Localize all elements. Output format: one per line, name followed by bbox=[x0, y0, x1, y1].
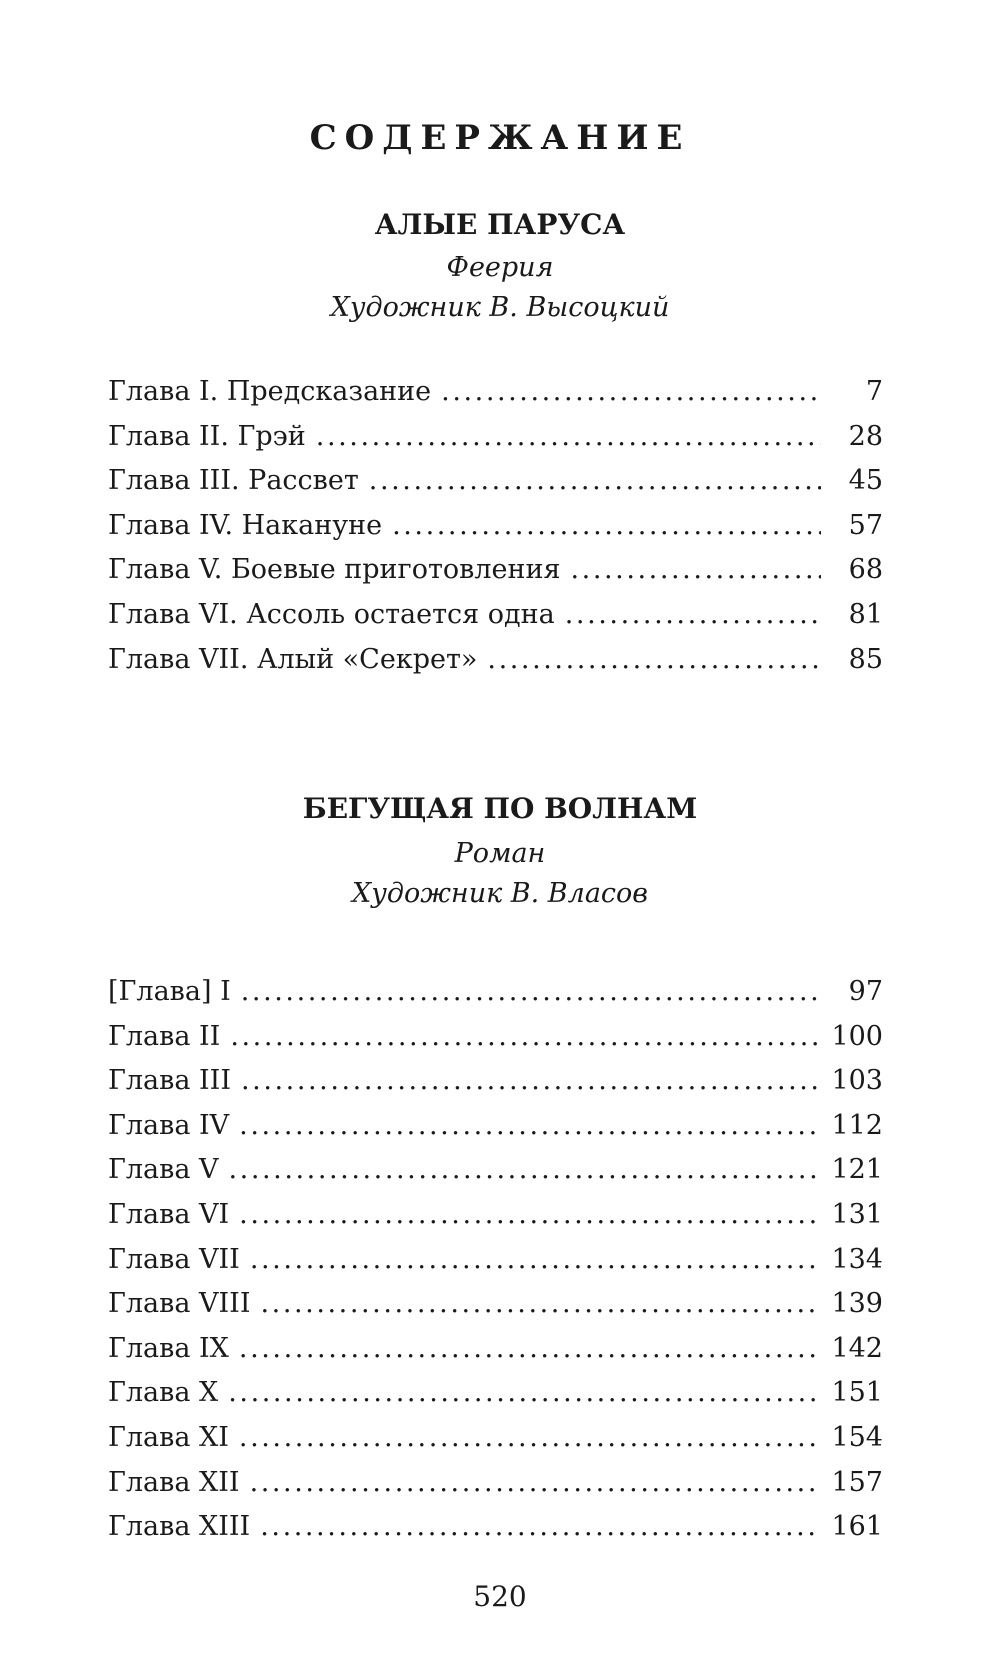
toc-entry-page: 154 bbox=[831, 1421, 883, 1453]
toc-entry-page: 157 bbox=[831, 1466, 883, 1498]
toc-entry-label: Глава V. Боевые приготовления bbox=[108, 554, 561, 586]
toc-entry-page: 142 bbox=[831, 1332, 883, 1364]
toc-entry-page: 57 bbox=[848, 509, 883, 541]
toc-entry[interactable] bbox=[108, 638, 883, 683]
toc-entry-label: Глава I. Предсказание bbox=[108, 376, 432, 407]
contents-heading: СОДЕРЖАНИЕ bbox=[309, 118, 691, 158]
toc-entry-label: Глава XI bbox=[108, 1421, 229, 1453]
toc-entry[interactable] bbox=[108, 1238, 883, 1283]
toc-entry[interactable] bbox=[108, 504, 883, 549]
leader-dots bbox=[260, 1505, 821, 1550]
toc-entry-label: Глава VIII bbox=[108, 1288, 251, 1320]
toc-entry-label: Глава IX bbox=[108, 1332, 229, 1364]
toc-entry-label: Глава X bbox=[108, 1377, 219, 1409]
toc-entry-page: 85 bbox=[848, 643, 883, 675]
toc-entry-page: 161 bbox=[831, 1511, 883, 1543]
toc-entry-page: 134 bbox=[831, 1243, 883, 1275]
toc-entry[interactable] bbox=[108, 548, 883, 593]
toc-entry-label: Глава VII bbox=[108, 1243, 240, 1275]
toc-entry-label: Глава XII bbox=[108, 1466, 240, 1498]
section-genre-2: Роман bbox=[454, 838, 546, 869]
toc-entry-label: Глава III bbox=[108, 1065, 232, 1097]
toc-entry[interactable] bbox=[108, 1416, 883, 1461]
toc-entry-label: Глава XIII bbox=[108, 1511, 251, 1543]
leader-dots bbox=[241, 970, 821, 1015]
toc-entry-page: 45 bbox=[848, 465, 883, 497]
leader-dots bbox=[239, 1416, 821, 1461]
leader-dots bbox=[250, 1461, 821, 1506]
section-title-2: БЕГУЩАЯ ПО ВОЛНАМ bbox=[302, 792, 698, 825]
toc-entry[interactable] bbox=[108, 370, 883, 415]
leader-dots bbox=[230, 1015, 821, 1060]
toc-entry-page: 100 bbox=[831, 1020, 883, 1052]
toc-list-2 bbox=[108, 970, 883, 1550]
leader-dots bbox=[239, 1327, 821, 1372]
leader-dots bbox=[239, 1193, 821, 1238]
leader-dots bbox=[316, 415, 821, 460]
toc-entry-label: [Глава] I bbox=[108, 976, 231, 1007]
leader-dots bbox=[261, 1282, 821, 1327]
section-artist-2: Художник В. Власов bbox=[351, 878, 649, 909]
toc-entry-label: Глава VI. Ассоль остается одна bbox=[108, 598, 555, 630]
toc-entry[interactable] bbox=[108, 1371, 883, 1416]
toc-entry-page: 28 bbox=[848, 420, 883, 452]
toc-entry-page: 7 bbox=[865, 376, 883, 407]
toc-entry-label: Глава II. Грэй bbox=[108, 420, 306, 452]
toc-entry[interactable] bbox=[108, 1148, 883, 1193]
toc-entry-label: Глава III. Рассвет bbox=[108, 465, 359, 497]
leader-dots bbox=[565, 593, 821, 638]
toc-entry[interactable] bbox=[108, 970, 883, 1015]
leader-dots bbox=[487, 638, 821, 683]
leader-dots bbox=[369, 459, 821, 504]
toc-entry[interactable] bbox=[108, 1015, 883, 1060]
toc-entry[interactable] bbox=[108, 1505, 883, 1550]
toc-entry-page: 97 bbox=[848, 976, 883, 1007]
toc-entry-page: 121 bbox=[831, 1154, 883, 1186]
toc-entry[interactable] bbox=[108, 593, 883, 638]
toc-entry-label: Глава VI bbox=[108, 1198, 230, 1230]
toc-entry[interactable] bbox=[108, 1104, 883, 1149]
toc-entry-label: Глава IV. Накануне bbox=[108, 509, 383, 541]
section-genre-1: Феерия bbox=[446, 252, 554, 283]
toc-entry-label: Глава V bbox=[108, 1154, 219, 1186]
toc-entry[interactable] bbox=[108, 459, 883, 504]
leader-dots bbox=[571, 548, 821, 593]
toc-entry-page: 103 bbox=[831, 1065, 883, 1097]
leader-dots bbox=[229, 1148, 821, 1193]
section-artist-1: Художник В. Высоцкий bbox=[330, 292, 670, 323]
toc-entry[interactable] bbox=[108, 1193, 883, 1238]
toc-entry-label: Глава VII. Алый «Секрет» bbox=[108, 643, 478, 675]
leader-dots bbox=[239, 1104, 821, 1149]
toc-entry[interactable] bbox=[108, 415, 883, 460]
leader-dots bbox=[228, 1371, 821, 1416]
page-number: 520 bbox=[473, 1580, 527, 1613]
section-title-1: АЛЫЕ ПАРУСА bbox=[374, 208, 626, 241]
leader-dots bbox=[392, 504, 821, 549]
toc-entry-label: Глава IV bbox=[108, 1109, 230, 1141]
leader-dots bbox=[250, 1238, 821, 1283]
leader-dots bbox=[441, 370, 821, 415]
toc-entry[interactable] bbox=[108, 1059, 883, 1104]
toc-entry[interactable] bbox=[108, 1282, 883, 1327]
toc-entry-page: 131 bbox=[831, 1198, 883, 1230]
toc-entry-page: 139 bbox=[831, 1288, 883, 1320]
toc-entry-page: 112 bbox=[831, 1109, 883, 1141]
toc-entry[interactable] bbox=[108, 1327, 883, 1372]
toc-entry-page: 68 bbox=[848, 554, 883, 586]
toc-list-1 bbox=[108, 370, 883, 682]
toc-entry[interactable] bbox=[108, 1461, 883, 1506]
toc-entry-page: 81 bbox=[848, 598, 883, 630]
toc-entry-label: Глава II bbox=[108, 1020, 221, 1052]
toc-entry-page: 151 bbox=[831, 1377, 883, 1409]
leader-dots bbox=[241, 1059, 821, 1104]
